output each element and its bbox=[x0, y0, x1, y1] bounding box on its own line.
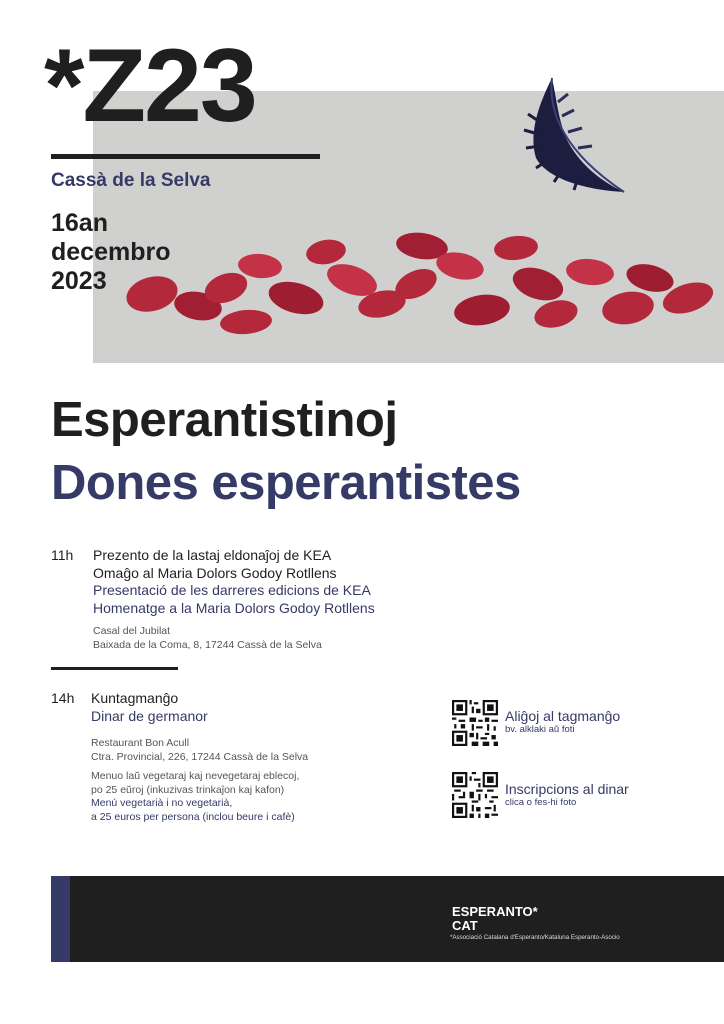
event2-menu-ca-1: Menú vegetarià i no vegetarià, bbox=[91, 797, 233, 809]
event2-menu-eo-1: Menuo laŭ vegetaraj kaj nevegetaraj eblecoj, bbox=[91, 770, 300, 782]
qr2-title: Inscripcions al dinar bbox=[505, 781, 629, 797]
qr-code-icon[interactable] bbox=[452, 700, 498, 746]
date-month: decembro bbox=[51, 238, 171, 266]
event-logo: *Z23 bbox=[44, 28, 256, 144]
brand-logo-line1: ESPERANTO* bbox=[452, 904, 538, 919]
event2-venue-name: Restaurant Bon Acull bbox=[91, 737, 190, 749]
event1-line-eo-1: Prezento de la lastaj eldonaĵoj de KEA bbox=[93, 547, 332, 563]
event2-title-ca: Dinar de germanor bbox=[91, 707, 208, 724]
qr2-subtitle: clica o fes-hi foto bbox=[505, 797, 577, 808]
event2-venue bbox=[91, 737, 308, 764]
event1-line-ca-1: Presentació de les darreres edicions de KEA bbox=[93, 582, 371, 598]
event2-menu bbox=[91, 770, 299, 824]
brand-logo-line2: CAT bbox=[452, 918, 478, 933]
event1-time: 11h bbox=[51, 547, 74, 563]
event1-line-ca-2: Homenatge a la Maria Dolors Godoy Rotllens bbox=[93, 599, 375, 616]
date-day: 16an bbox=[51, 209, 108, 237]
brand-subtitle: *Associació Catalana d'Esperanto/Kataluna Esperanto-Asocio bbox=[450, 934, 620, 941]
event1-description bbox=[93, 547, 375, 617]
event2-menu-eo-2: po 25 eŭroj (inkuzivas trinkaĵon kaj kafon) bbox=[91, 783, 285, 796]
event2-time: 14h bbox=[51, 690, 75, 706]
qr1-subtitle: bv. alklaki aŭ foti bbox=[505, 724, 575, 735]
feather-illustration bbox=[518, 72, 630, 198]
event2-venue-address: Ctra. Provincial, 226, 17244 Cassà de la Selva bbox=[91, 750, 309, 763]
event2-title bbox=[91, 690, 208, 725]
rose-petals-illustration bbox=[120, 222, 720, 342]
event1-venue-name: Casal del Jubilat bbox=[93, 625, 171, 637]
title-esperanto: Esperantistinoj bbox=[51, 393, 398, 447]
qr1-title: Aliĝoj al tagmanĝo bbox=[505, 708, 621, 724]
section-divider bbox=[51, 667, 178, 670]
qr-code-icon[interactable] bbox=[452, 772, 498, 818]
event-place: Cassà de la Selva bbox=[51, 170, 211, 191]
event2-title-eo: Kuntagmanĝo bbox=[91, 690, 179, 706]
event1-line-eo-2: Omaĝo al Maria Dolors Godoy Rotllens bbox=[93, 564, 337, 581]
date-year: 2023 bbox=[51, 267, 107, 295]
event2-menu-ca-2: a 25 euros per persona (inclou beure i cafè) bbox=[91, 810, 295, 823]
title-catalan: Dones esperantistes bbox=[51, 456, 521, 510]
event1-venue-address: Baixada de la Coma, 8, 17244 Cassà de la Selva bbox=[93, 638, 322, 651]
footer-band bbox=[51, 876, 724, 962]
event1-venue bbox=[93, 625, 322, 652]
footer-accent-bar bbox=[51, 876, 70, 962]
logo-underline bbox=[51, 154, 320, 159]
